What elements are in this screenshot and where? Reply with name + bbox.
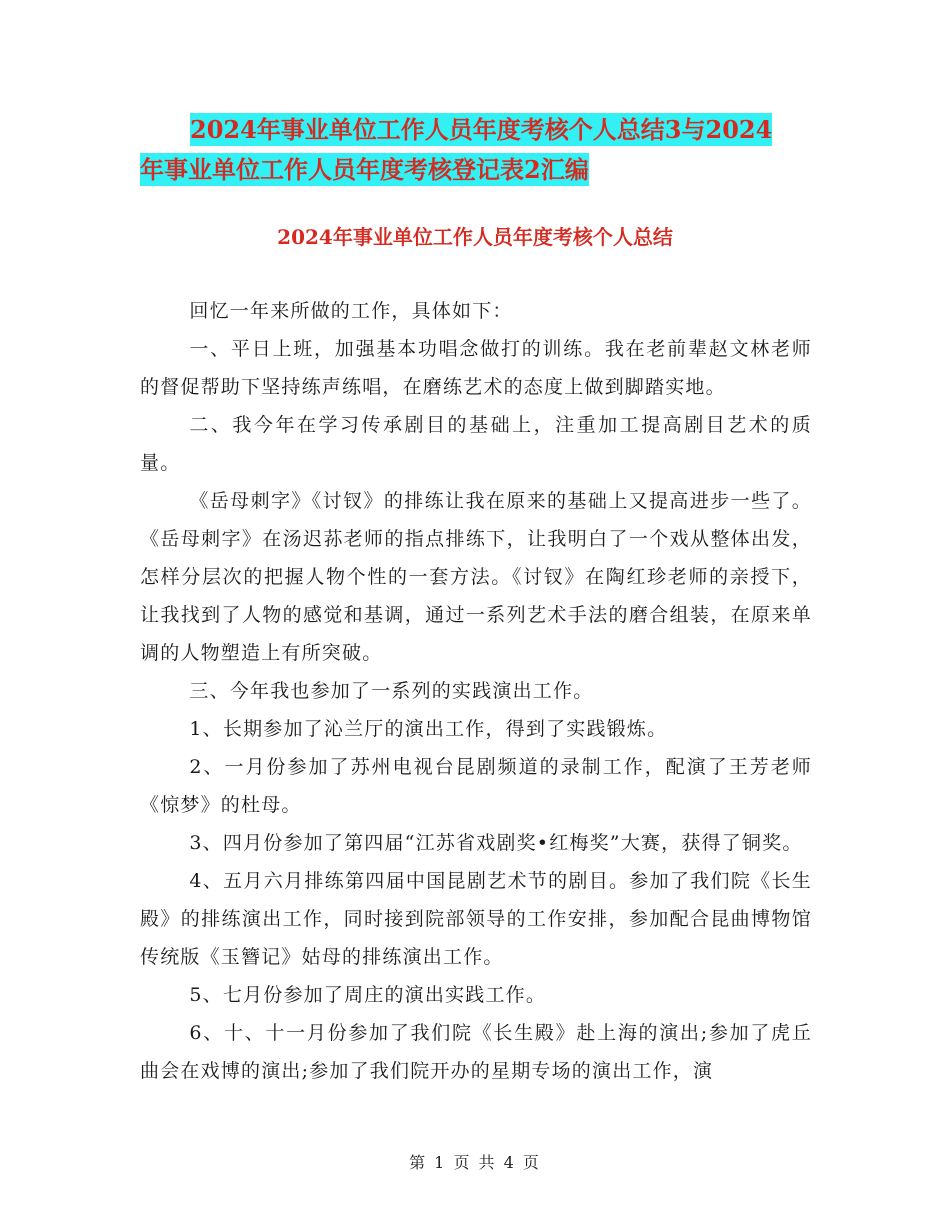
page-footer: 第 1 页 共 4 页: [409, 1153, 541, 1172]
paragraph-sub-3: 3、四月份参加了第四届“江苏省戏剧奖•红梅奖”大赛，获得了铜奖。: [189, 832, 803, 854]
paragraph-sub-2: 2、一月份参加了苏州电视台昆剧频道的录制工作，配演了王芳老师《惊梦》的杜母。: [140, 756, 812, 816]
body-text: [140, 292, 812, 1090]
section-title: 2024年事业单位工作人员年度考核个人总结: [277, 225, 673, 249]
paragraph-sub-5: 5、七月份参加了周庄的演出实践工作。: [189, 984, 547, 1006]
paragraph-repertoire: 《岳母刺字》《讨钗》的排练让我在原来的基础上又提高进步一些了。《岳母刺字》在汤迟荪老师的指点排练下，让我明白了一个戏从整体出发，怎样分层次的把握人物个性的一套方法。《讨钗》在陶红珍老师的亲授下，让我找到了人物的感觉和基调，通过一系列艺术手法的磨合组装，在原来单调的人物塑造上有所突破。: [140, 490, 812, 664]
document-title-line-2: 年事业单位工作人员年度考核登记表2汇编: [140, 155, 589, 184]
paragraph-sub-6: 6、十、十一月份参加了我们院《长生殿》赴上海的演出;参加了虎丘曲会在戏博的演出;参加了我们院开办的星期专场的演出工作，演: [140, 1022, 812, 1082]
paragraph-intro: 回忆一年来所做的工作，具体如下：: [189, 300, 513, 322]
paragraph-sub-4: 4、五月六月排练第四届中国昆剧艺术节的剧目。参加了我们院《长生殿》的排练演出工作，同时接到院部领导的工作安排，参加配合昆曲博物馆传统版《玉簪记》姑母的排练演出工作。: [140, 870, 812, 968]
document-title-line-1: 2024年事业单位工作人员年度考核个人总结3与2024: [190, 115, 773, 144]
paragraph-item-2: 二、我今年在学习传承剧目的基础上，注重加工提高剧目艺术的质量。: [140, 414, 812, 474]
paragraph-item-1: 一、平日上班，加强基本功唱念做打的训练。我在老前辈赵文林老师的督促帮助下坚持练声练唱，在磨练艺术的态度上做到脚踏实地。: [140, 338, 812, 398]
paragraph-sub-1: 1、长期参加了沁兰厅的演出工作，得到了实践锻炼。: [189, 718, 668, 740]
document-title: [140, 110, 820, 190]
paragraph-item-3: 三、今年我也参加了一系列的实践演出工作。: [189, 680, 594, 702]
